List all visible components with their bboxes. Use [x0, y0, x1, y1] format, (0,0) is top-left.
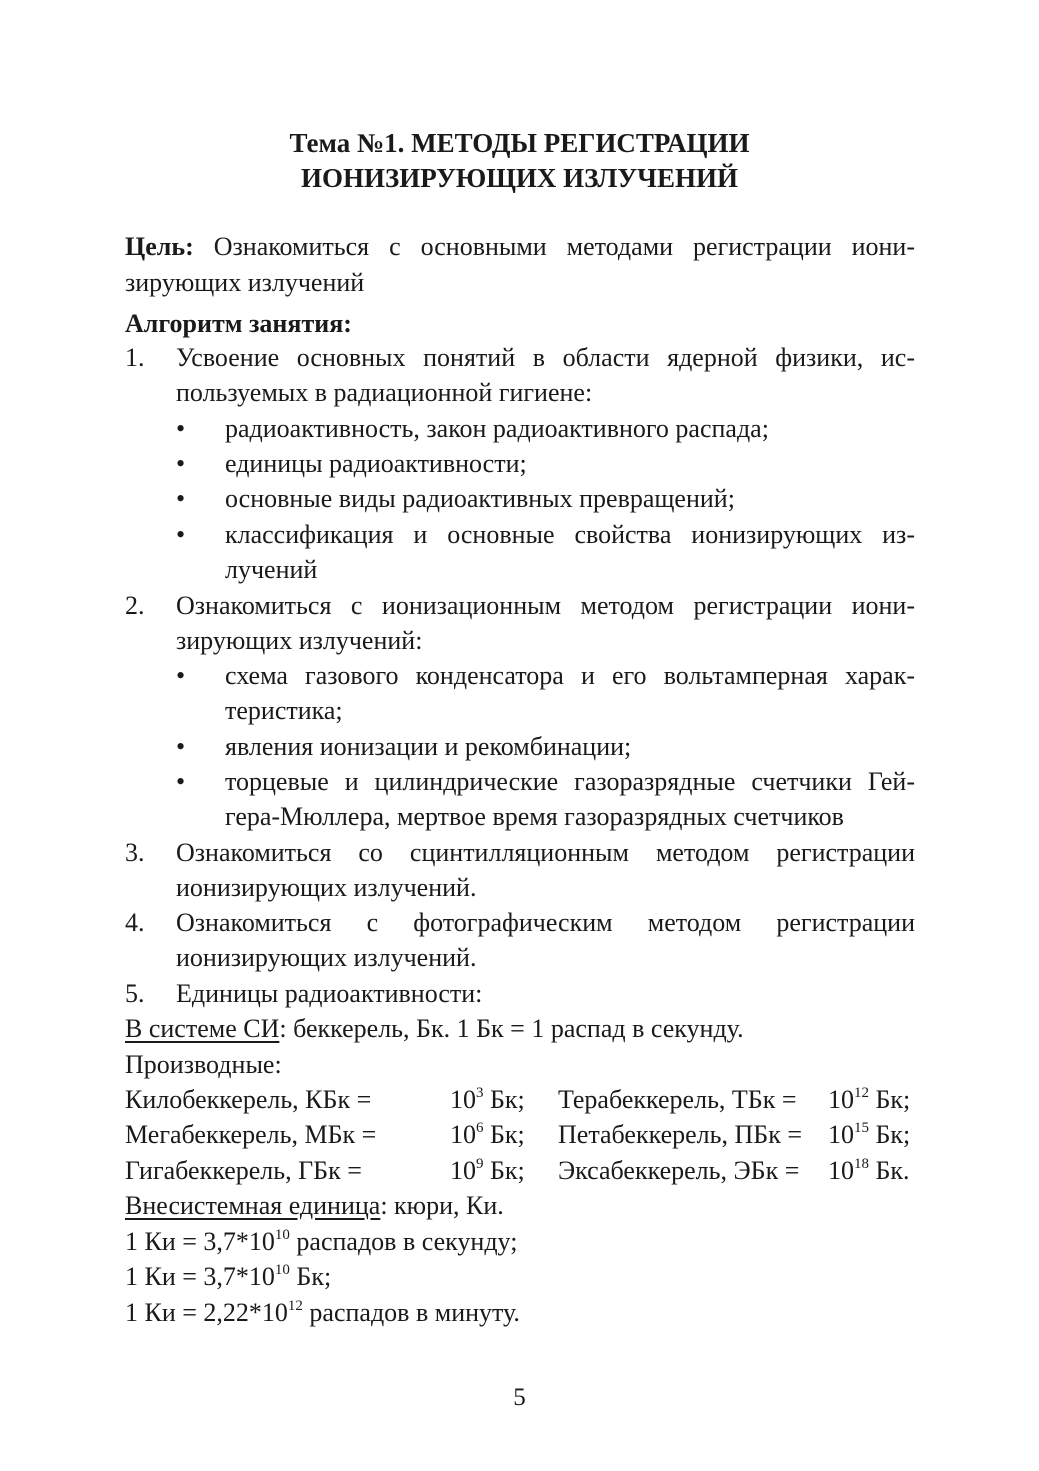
item-number: 4.: [125, 908, 145, 937]
unit-name: Петабеккерель, ПБк =: [558, 1120, 802, 1149]
nonsystem-line: [125, 1188, 504, 1223]
item-text: Усвоение основных понятий в области ядерной физики, ис-: [176, 343, 915, 372]
unit-name: Мегабеккерель, МБк =: [125, 1120, 377, 1149]
list-item: торцевые и цилиндрические газоразрядные счетчики Гей-: [225, 767, 915, 796]
list-item: классификация и основные свойства ионизирующих из-: [225, 520, 915, 549]
unit-name: Терабеккерель, ТБк =: [558, 1085, 797, 1114]
bullet-icon: •: [176, 484, 186, 513]
algorithm-heading: Алгоритм занятия:: [125, 309, 352, 338]
item-number: 1.: [125, 343, 145, 372]
goal-text-1: Ознакомиться с основными методами регистрации иони-: [213, 232, 916, 261]
bullet-icon: •: [176, 767, 186, 796]
goal-label: Цель:: [125, 232, 194, 261]
unit-value: $10^9$ Бк;: [450, 1156, 525, 1185]
page-title-line-2: ИОНИЗИРУЮЩИХ ИЗЛУЧЕНИЙ: [300, 163, 739, 193]
si-line: [125, 1011, 744, 1046]
item-text: ионизирующих излучений.: [176, 873, 477, 902]
item-text: ионизирующих излучений.: [176, 943, 477, 972]
list-item: лучений: [225, 555, 318, 584]
bullet-icon: •: [176, 520, 186, 549]
item-number: 3.: [125, 838, 145, 867]
item-text: Ознакомиться со сцинтилляционным методом регистрации: [176, 838, 915, 867]
unit-name: Килобеккерель, КБк =: [125, 1085, 372, 1114]
derived-label: Производные:: [125, 1050, 282, 1079]
list-item: схема газового конденсатора и его вольтамперная харак-: [225, 661, 915, 690]
unit-name: Эксабеккерель, ЭБк =: [558, 1156, 800, 1185]
unit-name: Гигабеккерель, ГБк =: [125, 1156, 362, 1185]
si-label: В системе СИ: [125, 1014, 280, 1043]
bullet-icon: •: [176, 661, 186, 690]
goal-line-2: зирующих излучений: [125, 268, 365, 297]
item-number: 2.: [125, 591, 145, 620]
bullet-icon: •: [176, 732, 186, 761]
unit-value: $10^3$ Бк;: [450, 1085, 525, 1114]
item-text: пользуемых в радиационной гигиене:: [176, 378, 593, 407]
bullet-icon: •: [176, 449, 186, 478]
unit-value: $10^{12}$ Бк;: [828, 1085, 911, 1114]
unit-value: $10^6$ Бк;: [450, 1120, 525, 1149]
item-number: 5.: [125, 979, 145, 1008]
list-item: единицы радиоактивности;: [225, 449, 527, 478]
list-item: радиоактивность, закон радиоактивного распада;: [225, 414, 769, 443]
unit-value: $10^{18}$ Бк.: [828, 1156, 910, 1185]
list-item: гера-Мюллера, мертвое время газоразрядных счетчиков: [225, 802, 844, 831]
page-title-line-1: Тема №1. МЕТОДЫ РЕГИСТРАЦИИ: [289, 128, 750, 158]
item-text: Ознакомиться с фотографическим методом регистрации: [176, 908, 915, 937]
item-text: Единицы радиоактивности:: [176, 979, 483, 1008]
curie-line: 1 Ки = $2,22*10^{12}$ распадов в минуту.: [125, 1298, 520, 1327]
item-text: Ознакомиться с ионизационным методом регистрации иони-: [176, 591, 915, 620]
unit-value: $10^{15}$ Бк;: [828, 1120, 911, 1149]
goal-line-1: [125, 229, 915, 264]
nonsystem-text: : кюри, Ки.: [380, 1191, 504, 1220]
nonsystem-label: Внесистемная единица: [125, 1191, 381, 1220]
list-item: теристика;: [225, 696, 343, 725]
curie-line: 1 Ки = $3,7*10^{10}$ Бк;: [125, 1262, 332, 1291]
item-text: зирующих излучений:: [176, 626, 423, 655]
list-item: основные виды радиоактивных превращений;: [225, 484, 735, 513]
page-number: 5: [513, 1384, 526, 1411]
curie-line: 1 Ки = $3,7*10^{10}$ распадов в секунду;: [125, 1227, 518, 1256]
si-text: : беккерель, Бк. 1 Бк = 1 распад в секунду.: [279, 1014, 744, 1043]
list-item: явления ионизации и рекомбинации;: [225, 732, 632, 761]
bullet-icon: •: [176, 414, 186, 443]
